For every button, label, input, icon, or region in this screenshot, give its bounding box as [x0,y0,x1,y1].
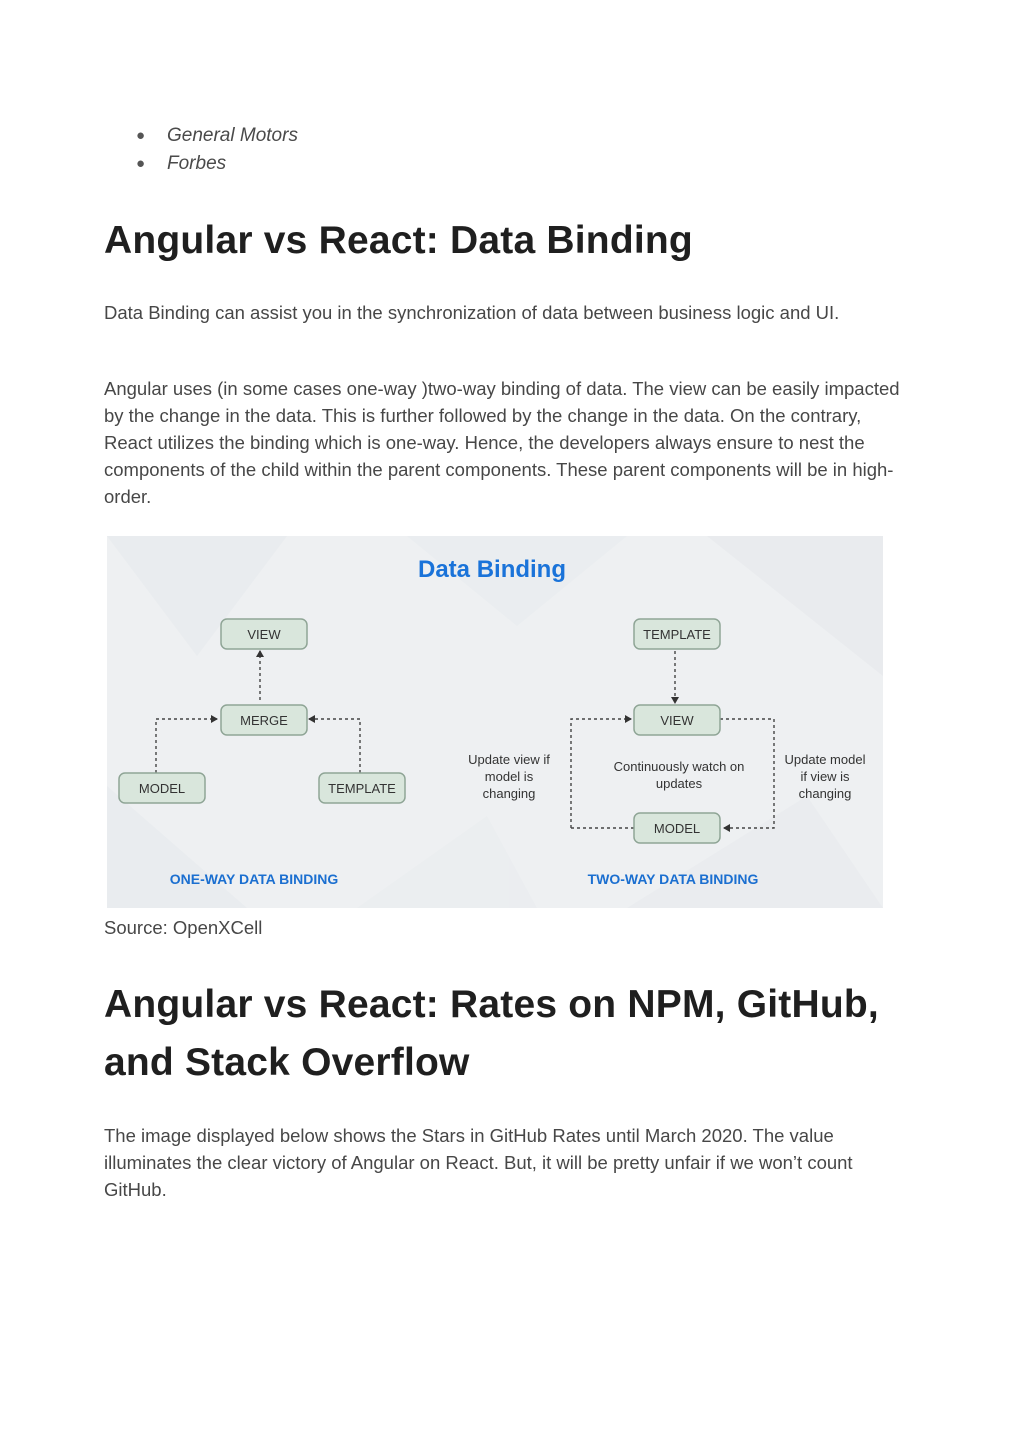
two-way-view-label: VIEW [660,713,694,728]
two-way-caption: TWO-WAY DATA BINDING [587,871,759,887]
left-note-line: changing [482,786,536,801]
right-note-line: Update model [784,752,866,767]
list-item-text: General Motors [167,125,298,146]
right-note-line: if view is [800,769,850,784]
two-way-template-label: TEMPLATE [643,627,711,642]
two-way-right-note [785,752,866,801]
one-way-template-label: TEMPLATE [328,781,396,796]
list-item [136,124,298,152]
bullet-dot-icon: ● [136,127,146,144]
right-note-line: changing [798,786,852,801]
section-heading-data-binding: Angular vs React: Data Binding [104,219,693,262]
section-heading-rates: Angular vs React: Rates on NPM, GitHub, and Stack Overflow [104,983,879,1084]
left-note-line: Update view if [468,752,550,767]
one-way-merge-label: MERGE [240,713,288,728]
diagram-title: Data Binding [418,556,566,583]
data-binding-diagram [107,536,883,908]
left-note-line: model is [484,769,534,784]
paragraph-intro: Data Binding can assist you in the synchronization of data between business logic and UI. [104,302,840,323]
list-item-text: Forbes [167,153,227,174]
figure-caption: Source: OpenXCell [104,917,263,938]
paragraph-github-stars: The image displayed below shows the Stars in GitHub Rates until March 2020. The value illuminates the clear victory of Angular on React. But, it will be pretty unfair if we won’t count GitHub. [104,1125,853,1200]
bullet-dot-icon: ● [136,155,146,172]
two-way-center-note [614,759,745,791]
center-note-line: updates [655,776,703,791]
one-way-caption: ONE-WAY DATA BINDING [169,871,339,887]
one-way-view-label: VIEW [247,627,281,642]
paragraph-angular-react: Angular uses (in some cases one-way )two-way binding of data. The view can be easily impacted by the change in the data. This is further followed by the change in the data. On the contrary, React utilizes the binding which is one-way. Hence, the developers always ensure to nest the components of the child within the parent components. These parent components will be in high-order. [104,378,900,507]
list-item [136,152,298,180]
one-way-model-label: MODEL [138,781,186,796]
two-way-left-note [468,752,550,801]
center-note-line: Continuously watch on [613,759,745,774]
two-way-model-label: MODEL [653,821,701,836]
bullet-list [136,124,298,180]
